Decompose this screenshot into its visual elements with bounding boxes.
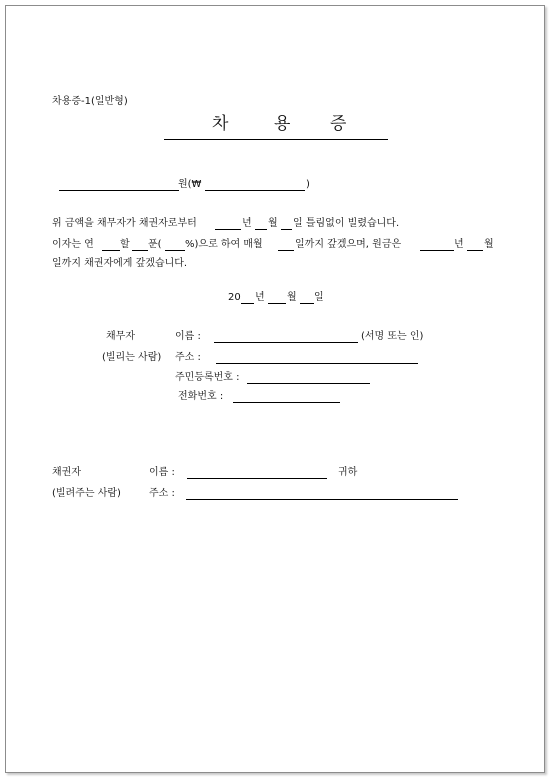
debtor-phone-label: 전화번호 : [178, 391, 224, 402]
debtor-address-label: 주소 : [175, 352, 201, 363]
debtor-address-blank [216, 363, 418, 364]
title-char-1: 차 [212, 114, 229, 134]
borrow-year-blank [215, 229, 241, 230]
date-day-blank [300, 303, 314, 304]
date-month-blank [268, 303, 286, 304]
date-year-blank [241, 303, 254, 304]
creditor-role: 채권자 [52, 467, 81, 478]
date-month-label: 월 [287, 292, 297, 303]
interest-hal-label: 할 [120, 239, 130, 250]
creditor-role-sub: (빌려주는 사람) [52, 488, 121, 499]
amount-numeric-blank [205, 190, 305, 191]
date-prefix: 20 [228, 292, 241, 303]
borrow-day-label: 일 틀림없이 빌렸습니다. [293, 218, 400, 229]
interest-percent-blank [165, 250, 185, 251]
principal-year-label: 년 [454, 239, 464, 250]
debtor-name-blank [214, 342, 358, 343]
amount-blank [59, 190, 179, 191]
borrow-day-blank [281, 229, 292, 230]
principal-year-blank [420, 250, 454, 251]
creditor-address-blank [186, 499, 458, 500]
debtor-phone-blank [233, 402, 340, 403]
amount-won-label: 원(₩ [178, 179, 202, 190]
document-page [5, 5, 545, 773]
date-year-label: 년 [255, 292, 265, 303]
debtor-id-blank [247, 383, 370, 384]
principal-month-label: 월 [484, 239, 494, 250]
debtor-signature-label: (서명 또는 인) [361, 331, 424, 342]
interest-pun-blank [132, 250, 148, 251]
interest-pun-label: 푼( [148, 239, 162, 250]
document-title [164, 114, 388, 138]
debtor-name-label: 이름 : [175, 331, 201, 342]
creditor-honorific: 귀하 [338, 467, 358, 478]
amount-close-paren: ) [306, 179, 310, 190]
principal-text: 일까지 갚겠으며, 원금은 [295, 239, 402, 250]
debtor-role: 채무자 [106, 331, 135, 342]
borrow-month-label: 월 [268, 218, 278, 229]
body-line1-text: 위 금액을 채무자가 채권자로부터 [52, 218, 197, 229]
principal-month-blank [467, 250, 483, 251]
interest-hal-blank [102, 250, 120, 251]
form-code: 차용증-1(일반형) [52, 96, 128, 107]
title-char-2: 용 [274, 114, 291, 134]
title-underline [164, 139, 388, 140]
interest-text: 이자는 연 [52, 239, 94, 250]
borrow-year-label: 년 [242, 218, 252, 229]
debtor-role-sub: (빌리는 사람) [102, 352, 162, 363]
debtor-id-label: 주민등록번호 : [175, 372, 240, 383]
title-char-3: 증 [330, 114, 347, 134]
repay-text: 일까지 채권자에게 갚겠습니다. [52, 258, 188, 269]
creditor-name-blank [187, 478, 327, 479]
date-day-label: 일 [314, 292, 324, 303]
interest-percent-label: %)으로 하여 매월 [185, 239, 263, 250]
creditor-address-label: 주소 : [149, 488, 175, 499]
monthly-day-blank [278, 250, 294, 251]
creditor-name-label: 이름 : [149, 467, 175, 478]
borrow-month-blank [255, 229, 267, 230]
